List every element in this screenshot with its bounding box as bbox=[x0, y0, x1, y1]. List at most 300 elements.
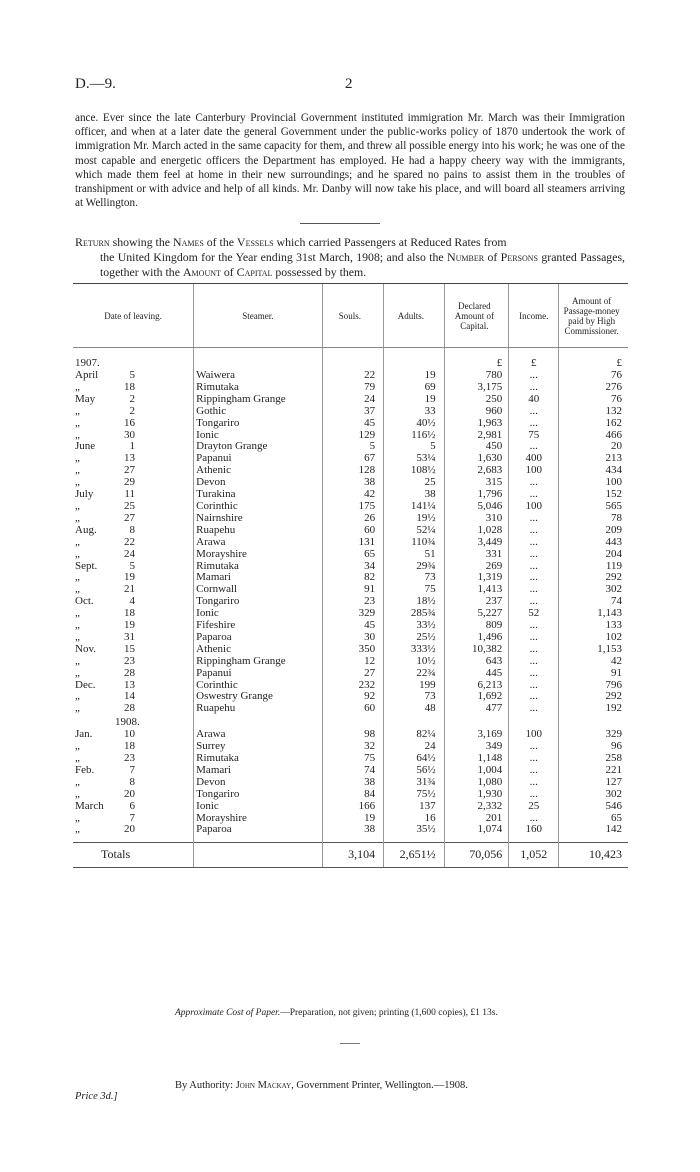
souls-cell: 60 bbox=[322, 525, 384, 537]
steamer-cell: Corinthic bbox=[194, 501, 322, 513]
adults-cell: 73 bbox=[384, 691, 444, 703]
passage-cell: 796 bbox=[559, 680, 628, 692]
day: 2 bbox=[129, 404, 135, 417]
souls-cell: 350 bbox=[322, 644, 384, 656]
steamer-cell: Arawa bbox=[194, 537, 322, 549]
steamer-cell: Paparoa bbox=[194, 824, 322, 836]
capital-cell: 2,683 bbox=[444, 465, 509, 477]
steamer-cell: Ionic bbox=[194, 801, 322, 813]
steamer-cell: Arawa bbox=[194, 729, 322, 741]
income-cell: 52 bbox=[509, 608, 559, 620]
header-capital: Declared Amount of Capital. bbox=[444, 284, 509, 348]
month: „ bbox=[75, 775, 80, 788]
table-row bbox=[73, 525, 628, 537]
caption-text: granted Passages, together with the bbox=[100, 250, 625, 279]
caption-text: of the bbox=[203, 235, 237, 249]
souls-cell: 91 bbox=[322, 584, 384, 596]
steamer-cell: Morayshire bbox=[194, 549, 322, 561]
capital-cell: 1,004 bbox=[444, 765, 509, 777]
month: „ bbox=[75, 535, 80, 548]
table-row bbox=[73, 691, 628, 703]
income-cell: 400 bbox=[509, 453, 559, 465]
table-row bbox=[73, 549, 628, 561]
steamer-cell: Rimutaka bbox=[194, 561, 322, 573]
table-row bbox=[73, 489, 628, 501]
capital-cell: 1,319 bbox=[444, 572, 509, 584]
souls-cell: 34 bbox=[322, 561, 384, 573]
income-cell: ... bbox=[509, 525, 559, 537]
income-cell: ... bbox=[509, 596, 559, 608]
caption-text: the United Kingdom for the Year ending 31st March, 1908; and also the bbox=[100, 250, 447, 264]
day: 18 bbox=[124, 380, 135, 393]
month: „ bbox=[75, 630, 80, 643]
passage-cell: 302 bbox=[559, 789, 628, 801]
passenger-table bbox=[73, 283, 628, 868]
adults-cell: 141¼ bbox=[384, 501, 444, 513]
day: 15 bbox=[124, 642, 135, 655]
caption-text: of bbox=[220, 265, 237, 279]
income-cell: 100 bbox=[509, 729, 559, 741]
capital-cell: 1,692 bbox=[444, 691, 509, 703]
souls-cell: 129 bbox=[322, 430, 384, 442]
day: 31 bbox=[124, 630, 135, 643]
steamer-cell: Rimutaka bbox=[194, 382, 322, 394]
steamer-cell: Gothic bbox=[194, 406, 322, 418]
income-cell: ... bbox=[509, 741, 559, 753]
day: 27 bbox=[124, 464, 135, 477]
month: „ bbox=[75, 607, 80, 620]
adults-cell: 75 bbox=[384, 584, 444, 596]
souls-cell: 22 bbox=[322, 370, 384, 382]
month: „ bbox=[75, 811, 80, 824]
page-number: 2 bbox=[345, 76, 353, 92]
month: „ bbox=[75, 619, 80, 632]
adults-cell: 24 bbox=[384, 741, 444, 753]
souls-cell: 23 bbox=[322, 596, 384, 608]
capital-cell: 10,382 bbox=[444, 644, 509, 656]
day: 8 bbox=[129, 775, 135, 788]
cost-note-label: Approximate Cost of Paper. bbox=[175, 1008, 281, 1018]
month: „ bbox=[75, 476, 80, 489]
passage-cell: 213 bbox=[559, 453, 628, 465]
steamer-cell: Ionic bbox=[194, 608, 322, 620]
steamer-cell: Devon bbox=[194, 777, 322, 789]
capital-cell: 6,213 bbox=[444, 680, 509, 692]
table-row bbox=[73, 668, 628, 680]
date-cell bbox=[73, 656, 194, 668]
passage-cell: 434 bbox=[559, 465, 628, 477]
adults-cell: 56½ bbox=[384, 765, 444, 777]
month: Oct. bbox=[75, 595, 94, 608]
steamer-cell: Papanui bbox=[194, 453, 322, 465]
day: 14 bbox=[124, 690, 135, 703]
passage-cell: 102 bbox=[559, 632, 628, 644]
month: „ bbox=[75, 702, 80, 715]
printer-name: John Mackay bbox=[235, 1080, 292, 1091]
table-caption bbox=[75, 235, 625, 280]
capital-cell: 269 bbox=[444, 561, 509, 573]
month: „ bbox=[75, 547, 80, 560]
month: „ bbox=[75, 690, 80, 703]
date-cell bbox=[73, 525, 194, 537]
unit-pound: £ bbox=[559, 348, 628, 371]
date-cell bbox=[73, 644, 194, 656]
souls-cell: 30 bbox=[322, 632, 384, 644]
income-cell: ... bbox=[509, 418, 559, 430]
income-cell: ... bbox=[509, 441, 559, 453]
day: 23 bbox=[124, 752, 135, 764]
adults-cell: 137 bbox=[384, 801, 444, 813]
passage-cell: 96 bbox=[559, 741, 628, 753]
adults-cell: 73 bbox=[384, 572, 444, 584]
income-cell: ... bbox=[509, 680, 559, 692]
passage-cell: 127 bbox=[559, 777, 628, 789]
income-cell: ... bbox=[509, 656, 559, 668]
cost-note-text: —Preparation, not given; printing (1,600 copies), £1 13s. bbox=[280, 1008, 498, 1018]
cost-note bbox=[175, 1008, 498, 1018]
month: „ bbox=[75, 511, 80, 524]
table-row bbox=[73, 680, 628, 692]
passage-cell: 329 bbox=[559, 729, 628, 741]
souls-cell: 38 bbox=[322, 777, 384, 789]
steamer-cell: Morayshire bbox=[194, 813, 322, 825]
capital-cell: 2,981 bbox=[444, 430, 509, 442]
adults-cell: 285¾ bbox=[384, 608, 444, 620]
passenger-table-container bbox=[73, 283, 628, 862]
totals-label: Totals bbox=[73, 843, 194, 868]
table-row bbox=[73, 430, 628, 442]
souls-cell: 329 bbox=[322, 608, 384, 620]
passage-cell: 546 bbox=[559, 801, 628, 813]
day: 25 bbox=[124, 499, 135, 512]
steamer-cell: Mamari bbox=[194, 765, 322, 777]
table-row bbox=[73, 441, 628, 453]
adults-cell: 53¼ bbox=[384, 453, 444, 465]
income-cell: 40 bbox=[509, 394, 559, 406]
caption-word: Return bbox=[75, 235, 110, 249]
passage-cell: 133 bbox=[559, 620, 628, 632]
adults-cell: 19 bbox=[384, 370, 444, 382]
table-row bbox=[73, 813, 628, 825]
header-date: Date of leaving. bbox=[73, 284, 194, 348]
totals-souls: 3,104 bbox=[322, 843, 384, 868]
unit-pound: £ bbox=[509, 348, 559, 371]
header-income: Income. bbox=[509, 284, 559, 348]
table-row bbox=[73, 789, 628, 801]
steamer-cell: Rippingham Grange bbox=[194, 394, 322, 406]
capital-cell: 477 bbox=[444, 703, 509, 715]
table-row bbox=[73, 824, 628, 836]
table-row bbox=[73, 765, 628, 777]
income-cell: 75 bbox=[509, 430, 559, 442]
capital-cell: 237 bbox=[444, 596, 509, 608]
date-cell bbox=[73, 789, 194, 801]
capital-cell: 3,449 bbox=[444, 537, 509, 549]
souls-cell: 32 bbox=[322, 741, 384, 753]
souls-cell: 19 bbox=[322, 813, 384, 825]
month: Sept. bbox=[75, 559, 98, 572]
table-row bbox=[73, 656, 628, 668]
passage-cell: 20 bbox=[559, 441, 628, 453]
souls-cell: 74 bbox=[322, 765, 384, 777]
table-row bbox=[73, 513, 628, 525]
table-row bbox=[73, 777, 628, 789]
month: „ bbox=[75, 428, 80, 441]
intro-paragraph: ance. Ever since the late Canterbury Provincial Government instituted immigration Mr. March was their Immigration officer, and when at a later date the general Government under the public-works policy of 1870 undertook the work of immigration Mr. March acted in the same capacity for them, and threw all possible energy into his work; he was one of the most capable and energetic officers the Department has employed. He had a happy cheery way with the immigrants, which made them feel at home in their new surroundings; and he spared no pains to assist them in the troubles of transhipment or with advice and help of all kinds. Mr. Danby will now take his place, and will board all steamers arriving at Wellington. bbox=[75, 112, 625, 210]
table-row bbox=[73, 632, 628, 644]
passage-cell: 466 bbox=[559, 430, 628, 442]
capital-cell: 1,796 bbox=[444, 489, 509, 501]
adults-cell: 33½ bbox=[384, 620, 444, 632]
passage-cell: 74 bbox=[559, 596, 628, 608]
adults-cell: 38 bbox=[384, 489, 444, 501]
day: 19 bbox=[124, 619, 135, 632]
adults-cell: 48 bbox=[384, 703, 444, 715]
income-cell: ... bbox=[509, 620, 559, 632]
day: 2 bbox=[129, 392, 135, 405]
adults-cell: 75½ bbox=[384, 789, 444, 801]
month: Aug. bbox=[75, 523, 97, 536]
table-row bbox=[73, 608, 628, 620]
document-code: D.—9. bbox=[75, 76, 116, 92]
passage-cell: 192 bbox=[559, 703, 628, 715]
souls-cell: 92 bbox=[322, 691, 384, 703]
day: 4 bbox=[129, 595, 135, 608]
souls-cell: 5 bbox=[322, 441, 384, 453]
passage-cell: 302 bbox=[559, 584, 628, 596]
passage-cell: 65 bbox=[559, 813, 628, 825]
month: „ bbox=[75, 416, 80, 429]
capital-cell: 1,074 bbox=[444, 824, 509, 836]
header-souls: Souls. bbox=[322, 284, 384, 348]
income-cell: ... bbox=[509, 537, 559, 549]
day: 22 bbox=[124, 535, 135, 548]
capital-cell: 331 bbox=[444, 549, 509, 561]
adults-cell: 5 bbox=[384, 441, 444, 453]
table-row bbox=[73, 382, 628, 394]
income-cell: ... bbox=[509, 572, 559, 584]
steamer-cell: Fifeshire bbox=[194, 620, 322, 632]
souls-cell: 38 bbox=[322, 824, 384, 836]
unit-pound: £ bbox=[444, 348, 509, 371]
table-row bbox=[73, 753, 628, 765]
income-cell: ... bbox=[509, 632, 559, 644]
adults-cell: 16 bbox=[384, 813, 444, 825]
capital-cell: 1,028 bbox=[444, 525, 509, 537]
printer-authority: By Authority: John Mackay, Government Printer, Wellington.—1908. bbox=[175, 1080, 468, 1091]
table-row bbox=[73, 703, 628, 715]
month: „ bbox=[75, 380, 80, 393]
totals-capital: 70,056 bbox=[444, 843, 509, 868]
passage-cell: 443 bbox=[559, 537, 628, 549]
day: 23 bbox=[124, 654, 135, 667]
day: 13 bbox=[124, 678, 135, 691]
month: „ bbox=[75, 787, 80, 800]
capital-cell: 960 bbox=[444, 406, 509, 418]
passage-cell: 1,143 bbox=[559, 608, 628, 620]
steamer-cell: Drayton Grange bbox=[194, 441, 322, 453]
passage-cell: 91 bbox=[559, 668, 628, 680]
day: 20 bbox=[124, 787, 135, 800]
souls-cell: 42 bbox=[322, 489, 384, 501]
header-steamer: Steamer. bbox=[194, 284, 322, 348]
income-cell: ... bbox=[509, 561, 559, 573]
steamer-cell: Athenic bbox=[194, 644, 322, 656]
income-cell: ... bbox=[509, 691, 559, 703]
date-cell bbox=[73, 418, 194, 430]
date-cell bbox=[73, 703, 194, 715]
day: 10 bbox=[124, 728, 135, 741]
steamer-cell: Cornwall bbox=[194, 584, 322, 596]
adults-cell: 110¾ bbox=[384, 537, 444, 549]
month: „ bbox=[75, 823, 80, 836]
date-cell bbox=[73, 513, 194, 525]
souls-cell: 82 bbox=[322, 572, 384, 584]
caption-text: which carried Passengers at Reduced Rates from bbox=[273, 235, 507, 249]
passage-cell: 209 bbox=[559, 525, 628, 537]
souls-cell: 128 bbox=[322, 465, 384, 477]
capital-cell: 643 bbox=[444, 656, 509, 668]
capital-cell: 1,930 bbox=[444, 789, 509, 801]
table-row bbox=[73, 741, 628, 753]
adults-cell: 52¼ bbox=[384, 525, 444, 537]
table-row bbox=[73, 801, 628, 813]
totals-steamer bbox=[194, 843, 322, 868]
month: „ bbox=[75, 464, 80, 477]
capital-cell: 3,169 bbox=[444, 729, 509, 741]
steamer-cell: Tongariro bbox=[194, 418, 322, 430]
adults-cell: 10½ bbox=[384, 656, 444, 668]
adults-cell: 22¾ bbox=[384, 668, 444, 680]
table-row bbox=[73, 596, 628, 608]
day: 28 bbox=[124, 666, 135, 679]
section-divider bbox=[300, 223, 380, 224]
adults-cell: 199 bbox=[384, 680, 444, 692]
souls-cell: 27 bbox=[322, 668, 384, 680]
adults-cell: 31¾ bbox=[384, 777, 444, 789]
table-row bbox=[73, 453, 628, 465]
adults-cell: 29¾ bbox=[384, 561, 444, 573]
day: 28 bbox=[124, 702, 135, 715]
adults-cell: 116½ bbox=[384, 430, 444, 442]
header-adults: Adults. bbox=[384, 284, 444, 348]
adults-cell: 82¼ bbox=[384, 729, 444, 741]
adults-cell: 19½ bbox=[384, 513, 444, 525]
income-cell: ... bbox=[509, 477, 559, 489]
capital-cell: 201 bbox=[444, 813, 509, 825]
month: Dec. bbox=[75, 678, 96, 691]
month: „ bbox=[75, 583, 80, 596]
table-row bbox=[73, 501, 628, 513]
passage-cell: 152 bbox=[559, 489, 628, 501]
year-row bbox=[73, 715, 628, 729]
passage-cell: 42 bbox=[559, 656, 628, 668]
capital-cell: 5,227 bbox=[444, 608, 509, 620]
capital-cell: 1,413 bbox=[444, 584, 509, 596]
passage-cell: 76 bbox=[559, 370, 628, 382]
steamer-cell: Ionic bbox=[194, 430, 322, 442]
day: 6 bbox=[129, 799, 135, 812]
capital-cell: 2,332 bbox=[444, 801, 509, 813]
caption-word: Persons bbox=[500, 250, 539, 264]
date-cell bbox=[73, 406, 194, 418]
steamer-cell: Mamari bbox=[194, 572, 322, 584]
table-header-row bbox=[73, 284, 628, 348]
footer-divider bbox=[340, 1043, 360, 1044]
passage-cell: 76 bbox=[559, 394, 628, 406]
passage-cell: 132 bbox=[559, 406, 628, 418]
souls-cell: 67 bbox=[322, 453, 384, 465]
steamer-cell: Corinthic bbox=[194, 680, 322, 692]
passage-cell: 162 bbox=[559, 418, 628, 430]
income-cell: 100 bbox=[509, 501, 559, 513]
souls-cell: 60 bbox=[322, 703, 384, 715]
day: 5 bbox=[129, 559, 135, 572]
income-cell: ... bbox=[509, 668, 559, 680]
capital-cell: 445 bbox=[444, 668, 509, 680]
souls-cell: 84 bbox=[322, 789, 384, 801]
totals-adults: 2,651½ bbox=[384, 843, 444, 868]
income-cell: ... bbox=[509, 644, 559, 656]
steamer-cell: Devon bbox=[194, 477, 322, 489]
year-label: 1907. bbox=[75, 357, 100, 370]
souls-cell: 12 bbox=[322, 656, 384, 668]
caption-word: Vessels bbox=[236, 235, 274, 249]
steamer-cell: Ruapehu bbox=[194, 525, 322, 537]
capital-cell: 310 bbox=[444, 513, 509, 525]
price-note: Price 3d.] bbox=[75, 1091, 118, 1102]
caption-word: Names bbox=[172, 235, 204, 249]
income-cell: ... bbox=[509, 703, 559, 715]
income-cell: ... bbox=[509, 789, 559, 801]
capital-cell: 315 bbox=[444, 477, 509, 489]
caption-text: showing the bbox=[109, 235, 173, 249]
day: 30 bbox=[124, 428, 135, 441]
adults-cell: 40½ bbox=[384, 418, 444, 430]
table-body bbox=[73, 348, 628, 868]
month: „ bbox=[75, 740, 80, 753]
month: Jan. bbox=[75, 728, 93, 741]
passage-cell: 204 bbox=[559, 549, 628, 561]
souls-cell: 232 bbox=[322, 680, 384, 692]
passage-cell: 100 bbox=[559, 477, 628, 489]
income-cell: ... bbox=[509, 777, 559, 789]
capital-cell: 3,175 bbox=[444, 382, 509, 394]
date-cell bbox=[73, 801, 194, 813]
year-label: 1908. bbox=[115, 716, 140, 729]
steamer-cell: Ruapehu bbox=[194, 703, 322, 715]
steamer-cell: Rippingham Grange bbox=[194, 656, 322, 668]
adults-cell: 18½ bbox=[384, 596, 444, 608]
steamer-cell: Tongariro bbox=[194, 789, 322, 801]
adults-cell: 64½ bbox=[384, 753, 444, 765]
souls-cell: 45 bbox=[322, 418, 384, 430]
table-row bbox=[73, 572, 628, 584]
header-passage-money: Amount of Passage-money paid by High Commissioner. bbox=[559, 284, 628, 348]
capital-cell: 349 bbox=[444, 741, 509, 753]
souls-cell: 45 bbox=[322, 620, 384, 632]
caption-word: Number bbox=[446, 250, 485, 264]
passage-cell: 565 bbox=[559, 501, 628, 513]
totals-row bbox=[73, 843, 628, 868]
day: 11 bbox=[124, 488, 135, 501]
day: 18 bbox=[124, 607, 135, 620]
date-cell bbox=[73, 668, 194, 680]
day: 1 bbox=[129, 440, 135, 453]
income-cell: ... bbox=[509, 489, 559, 501]
income-cell: 160 bbox=[509, 824, 559, 836]
steamer-cell: Surrey bbox=[194, 741, 322, 753]
